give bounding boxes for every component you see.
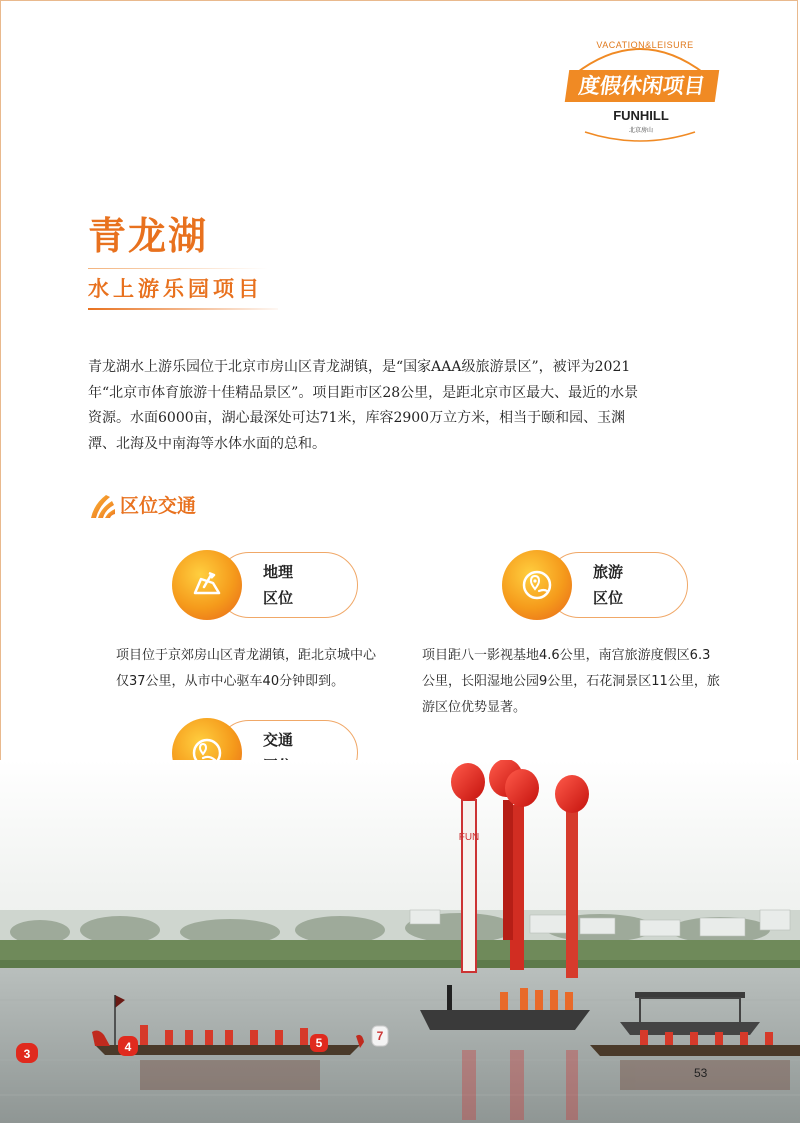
badge-label-line2: 区位: [592, 589, 623, 607]
logo-sub: 北京房山: [628, 127, 653, 134]
map-icon: [187, 565, 227, 605]
item-geography: [172, 550, 362, 620]
badge-label: [248, 559, 308, 611]
location-pin-icon: [517, 565, 557, 605]
logo-en-text: VACATION&LEISURE: [596, 40, 694, 50]
page-title: 青龙湖: [88, 214, 209, 258]
item-tourism-text: 项目距八一影视基地4.6公里，南宫旅游度假区6.3公里，长阳湿地公园9公里，石花洞景区11公里，旅游区位优势显著。: [422, 648, 720, 715]
item-tourism: [502, 550, 692, 620]
banner-text: FUN: [458, 832, 480, 843]
stripes-icon: [88, 492, 116, 520]
funhill-logo: [555, 32, 725, 142]
item-geography-text: 项目位于京郊房山区青龙湖镇，距北京城中心仅37公里，从市中心驱车40分钟即到。: [116, 648, 377, 689]
logo-brand: FUNHILL: [613, 108, 669, 123]
item-badge: [172, 550, 362, 620]
badge-label-line1: 交通: [262, 731, 293, 749]
page-subtitle: 水上游乐园项目: [88, 277, 263, 301]
page-number: 53: [694, 1066, 708, 1080]
subtitle-top-line: [88, 268, 268, 269]
item-badge: [502, 550, 692, 620]
badge-label-line2: 区位: [262, 589, 293, 607]
logo-cn-text: 度假休闲项目: [565, 70, 719, 102]
lake-photo: [0, 760, 800, 1123]
badge-circle: [172, 550, 242, 620]
buoy-number: 3: [23, 1047, 31, 1061]
buoy-number: 7: [376, 1029, 384, 1043]
section-label: 区位交通: [120, 495, 197, 517]
badge-circle: [502, 550, 572, 620]
buoy-number: 4: [124, 1040, 132, 1054]
subtitle-underline: [88, 308, 278, 310]
dragon-boat-scene: [0, 760, 800, 1123]
badge-label: [578, 559, 638, 611]
badge-label-line1: 地理: [262, 563, 293, 581]
buoy-number: 5: [315, 1036, 323, 1050]
badge-label-line1: 旅游: [592, 563, 623, 581]
intro-paragraph: 青龙湖水上游乐园位于北京市房山区青龙湖镇，是“国家AAA级旅游景区”，被评为2021年“北京市体育旅游十佳精品景区”。项目距市区28公里，是距北京市区最大、最近的水景资源。水面6000亩，湖心最深处可达71米，库容2900万立方米，相当于颐和园、玉渊潭、北海及中南海等水体水面的总和。: [88, 359, 639, 452]
